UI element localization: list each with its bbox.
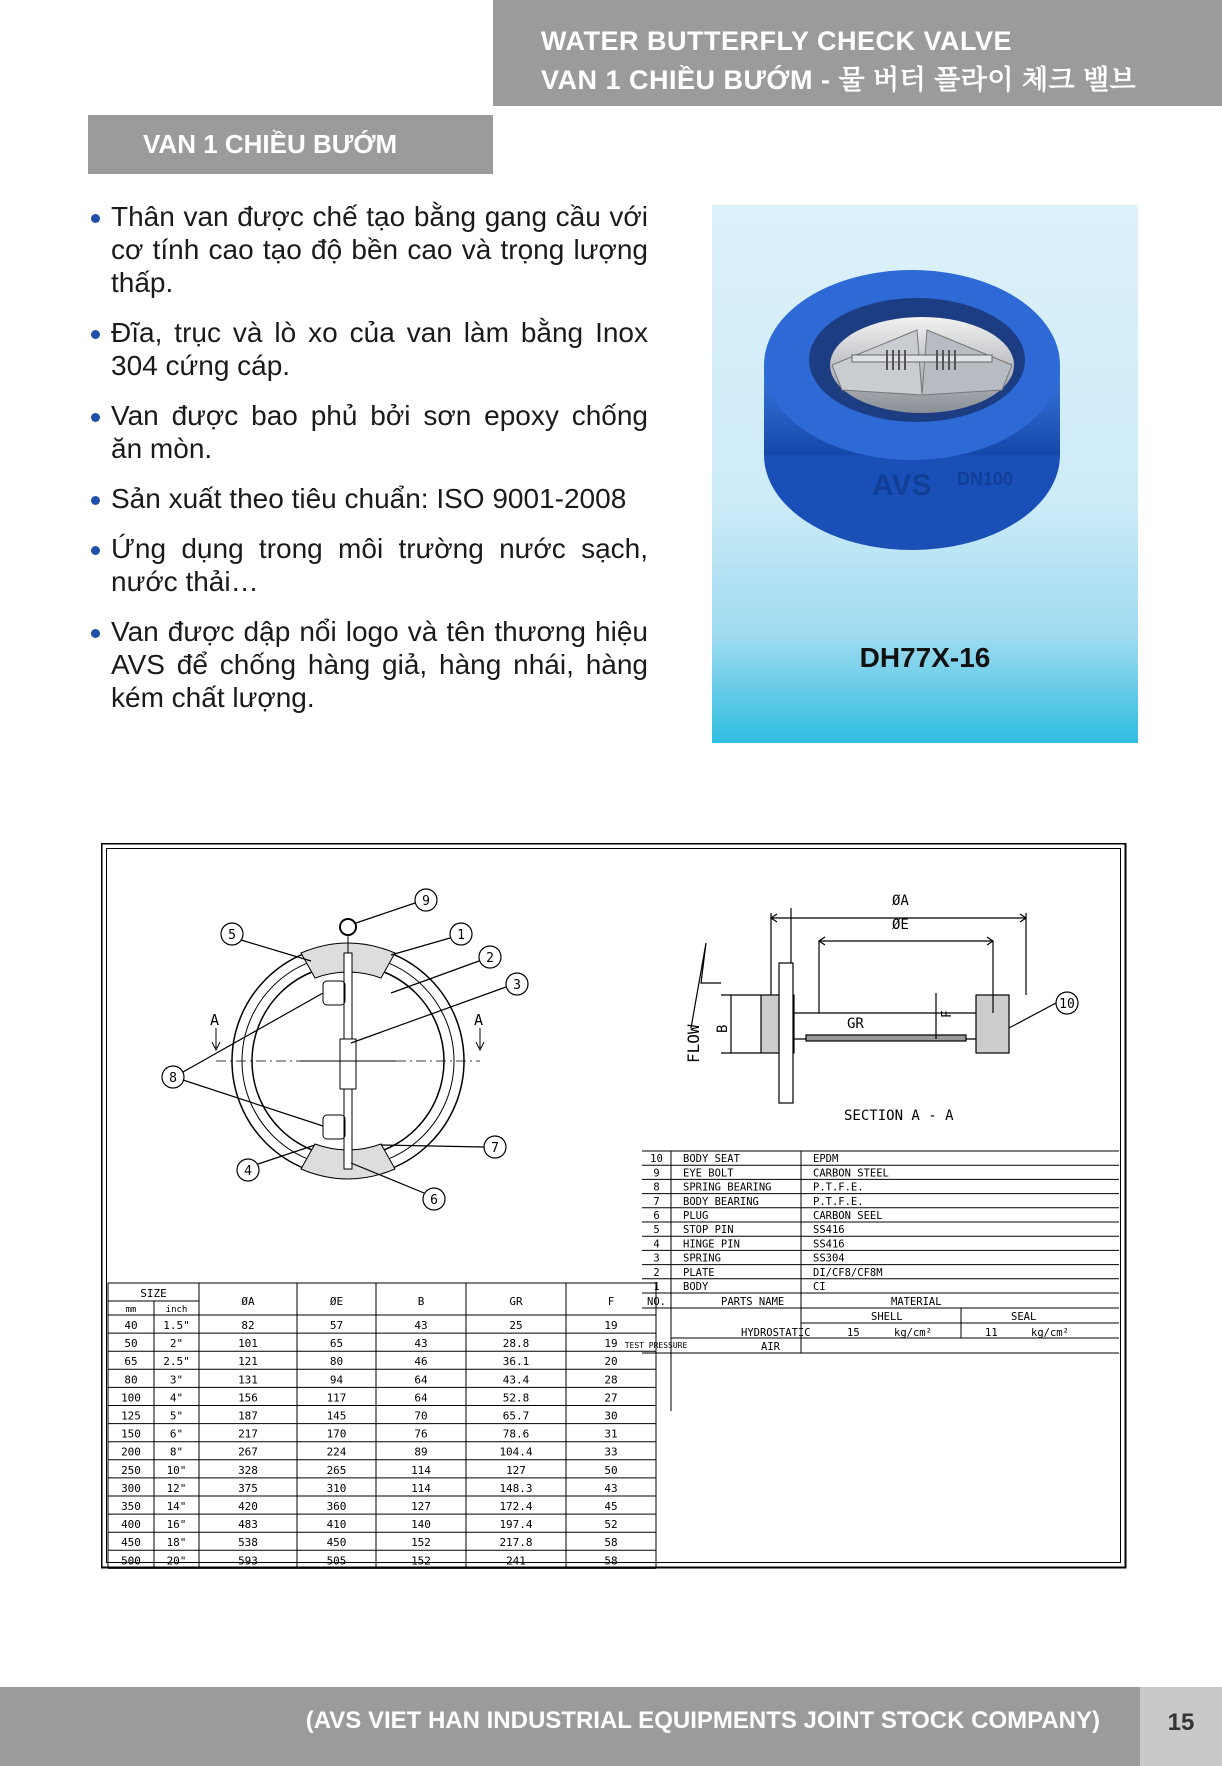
feature-item: Đĩa, trục và lò xo của van làm bằng Inox 304 cứng cáp.	[88, 316, 648, 382]
size-cell: 250	[121, 1463, 141, 1477]
size-cell: 8"	[169, 1445, 184, 1459]
size-cell: 104.4	[499, 1445, 533, 1459]
size-col-header: GR	[509, 1295, 523, 1308]
size-cell: 187	[238, 1409, 258, 1423]
size-cell: 127	[411, 1500, 431, 1513]
size-cell: 43	[414, 1319, 428, 1332]
part-material: SS416	[813, 1224, 845, 1237]
size-cell: 58	[604, 1554, 618, 1568]
part-name: PLUG	[683, 1210, 709, 1222]
size-cell: 117	[326, 1391, 347, 1405]
part-no: 7	[653, 1195, 660, 1208]
callout-8: 8	[169, 1071, 177, 1086]
size-cell: 58	[604, 1536, 618, 1550]
size-cell: 52	[604, 1518, 618, 1532]
size-cell: 140	[411, 1518, 431, 1532]
size-cell: 593	[238, 1554, 258, 1568]
technical-drawing	[101, 843, 1127, 1569]
size-col-header: F	[607, 1295, 615, 1308]
part-name: SPRING	[683, 1252, 721, 1265]
callout-4: 4	[244, 1164, 252, 1179]
flow-label: FLOW	[684, 1024, 703, 1063]
test-pressure-label: TEST PRESSURE	[624, 1341, 688, 1350]
part-no: 8	[653, 1181, 660, 1194]
size-cell: 30	[604, 1409, 618, 1423]
part-no: 1	[653, 1281, 660, 1293]
shell-value: 15	[847, 1327, 860, 1339]
size-cell: 12"	[166, 1481, 187, 1495]
callout-10: 10	[1059, 997, 1075, 1012]
size-cell: 420	[238, 1500, 258, 1513]
size-cell: 14"	[166, 1500, 187, 1513]
size-cell: 300	[121, 1481, 141, 1495]
dim-GR: GR	[847, 1016, 864, 1032]
size-cell: 45	[604, 1500, 618, 1513]
size-cell: 125	[121, 1409, 141, 1423]
section-title-tab	[88, 115, 493, 174]
size-cell: 28.8	[502, 1337, 530, 1351]
size-cell: 52.8	[502, 1391, 530, 1405]
size-cell: 10"	[166, 1463, 187, 1477]
page-number: 15	[1167, 1709, 1195, 1736]
section-title: VAN 1 CHIỀU BƯỚM	[143, 129, 398, 159]
dim-E: ØE	[892, 917, 909, 933]
feature-item: Ứng dụng trong môi trường nước sạch, nước thải…	[88, 532, 648, 598]
size-cell: 267	[238, 1445, 258, 1459]
part-material: SS304	[813, 1252, 845, 1265]
size-cell: 20"	[166, 1554, 187, 1568]
size-cell: 114	[411, 1463, 431, 1477]
part-material: P.T.F.E.	[813, 1195, 864, 1208]
section-mark-left: A	[210, 1011, 220, 1029]
callout-7: 7	[491, 1141, 499, 1156]
size-cell: 375	[238, 1481, 258, 1495]
size-cell: 131	[238, 1373, 258, 1387]
callout-5: 5	[228, 928, 236, 943]
size-cell: 538	[238, 1536, 258, 1550]
size-cell: 350	[121, 1500, 141, 1513]
part-material: CI	[813, 1281, 826, 1293]
size-cell: 100	[121, 1391, 141, 1405]
part-material: CARBON SEEL	[813, 1210, 883, 1222]
size-cell: 65	[124, 1355, 138, 1369]
size-cell: 483	[238, 1518, 258, 1532]
size-cell: 50	[604, 1463, 618, 1477]
size-cell: 400	[121, 1518, 141, 1532]
shell-unit: kg/cm²	[894, 1327, 932, 1339]
size-cell: 40	[124, 1319, 138, 1332]
size-cell: 4"	[169, 1391, 184, 1405]
dim-B: B	[715, 1024, 731, 1033]
seal-value: 11	[985, 1327, 998, 1339]
size-cell: 505	[326, 1554, 347, 1568]
body-marking: AVS	[872, 469, 932, 502]
size-cell: 28	[604, 1373, 618, 1387]
size-cell: 36.1	[502, 1355, 530, 1369]
size-cell: 78.6	[502, 1427, 530, 1441]
size-cell: 80	[329, 1355, 344, 1369]
footer-company: (AVS VIET HAN INDUSTRIAL EQUIPMENTS JOINT STOCK COMPANY)	[305, 1707, 1100, 1734]
parts-header-material: MATERIAL	[891, 1296, 942, 1308]
callout-1: 1	[457, 928, 465, 943]
part-no: 10	[650, 1153, 663, 1166]
size-cell: 6"	[169, 1427, 184, 1441]
size-cell: 217.8	[499, 1536, 533, 1550]
dim-A: ØA	[892, 893, 909, 909]
size-cell: 241	[506, 1554, 526, 1568]
size-cell: 2"	[169, 1337, 184, 1351]
section-mark-right: A	[474, 1011, 484, 1029]
body-marking-size: DN100	[957, 469, 1014, 489]
size-cell: 27	[604, 1391, 618, 1405]
size-cell: 265	[326, 1463, 347, 1477]
part-no: 6	[653, 1210, 660, 1222]
part-material: P.T.F.E.	[813, 1181, 864, 1194]
hydrostatic-label: HYDROSTATIC	[741, 1327, 811, 1339]
part-name: BODY SEAT	[683, 1153, 740, 1166]
size-cell: 152	[411, 1536, 431, 1550]
size-cell: 114	[411, 1481, 431, 1495]
size-cell: 89	[414, 1445, 428, 1459]
air-label: AIR	[761, 1341, 780, 1353]
size-cell: 145	[326, 1409, 347, 1423]
size-cell: 172.4	[499, 1500, 533, 1513]
size-cell: 450	[326, 1536, 347, 1550]
callout-9: 9	[422, 894, 430, 909]
part-name: SPRING BEARING	[683, 1181, 772, 1194]
size-cell: 360	[326, 1500, 347, 1513]
size-cell: 3"	[169, 1373, 184, 1387]
parts-header-no: NO.	[647, 1296, 666, 1308]
size-cell: 16"	[166, 1518, 187, 1532]
size-col-header: ØA	[241, 1295, 255, 1308]
size-cell: 224	[326, 1445, 347, 1459]
part-name: BODY	[683, 1281, 709, 1293]
size-cell: 217	[238, 1427, 258, 1441]
part-material: DI/CF8/CF8M	[813, 1266, 883, 1279]
size-cell: 64	[414, 1391, 428, 1405]
size-cell: 18"	[166, 1536, 187, 1550]
seal-label: SEAL	[1011, 1311, 1037, 1323]
part-material: EPDM	[813, 1153, 839, 1166]
feature-item: Van được dập nổi logo và tên thương hiệu AVS để chống hàng giả, hàng nhái, hàng kém chất lượng.	[88, 615, 648, 714]
size-cell: 25	[509, 1319, 523, 1332]
part-name: BODY BEARING	[683, 1195, 759, 1208]
unit-mm: mm	[125, 1305, 137, 1315]
callout-2: 2	[486, 951, 494, 966]
feature-item: Sản xuất theo tiêu chuẩn: ISO 9001-2008	[88, 482, 648, 515]
size-cell: 43.4	[502, 1373, 530, 1387]
part-name: EYE BOLT	[683, 1167, 734, 1180]
size-cell: 101	[238, 1337, 258, 1351]
size-cell: 46	[414, 1355, 428, 1369]
size-cell: 450	[121, 1536, 141, 1550]
size-cell: 82	[241, 1319, 255, 1332]
size-cell: 170	[326, 1427, 347, 1441]
size-cell: 410	[326, 1518, 347, 1532]
part-no: 9	[653, 1167, 660, 1180]
size-cell: 80	[124, 1373, 138, 1387]
size-cell: 121	[238, 1355, 258, 1369]
shell-label: SHELL	[871, 1311, 903, 1323]
size-cell: 148.3	[499, 1481, 533, 1495]
part-no: 3	[653, 1252, 660, 1265]
size-cell: 310	[326, 1481, 347, 1495]
product-model: DH77X-16	[859, 642, 991, 673]
unit-inch: inch	[165, 1305, 188, 1315]
header-title-vi-kr: VAN 1 CHIỀU BƯỚM - 물 버터 플라이 체크 밸브	[541, 65, 1137, 95]
size-cell: 76	[414, 1427, 428, 1441]
footer-band	[0, 1687, 1140, 1766]
size-cell: 43	[604, 1481, 618, 1495]
header-title-en: WATER BUTTERFLY CHECK VALVE	[541, 26, 1013, 56]
valve-illustration	[712, 205, 1138, 635]
feature-item: Van được bao phủ bởi sơn epoxy chống ăn mòn.	[88, 399, 648, 465]
size-cell: 94	[329, 1373, 344, 1387]
part-material: CARBON STEEL	[813, 1167, 889, 1180]
size-cell: 65	[329, 1337, 344, 1351]
part-name: STOP PIN	[683, 1224, 734, 1237]
part-no: 5	[653, 1224, 660, 1237]
size-cell: 50	[124, 1337, 138, 1351]
part-name: HINGE PIN	[683, 1238, 740, 1251]
seal-unit: kg/cm²	[1031, 1327, 1069, 1339]
size-cell: 500	[121, 1554, 141, 1568]
feature-item: Thân van được chế tạo bằng gang cầu với cơ tính cao tạo độ bền cao và trọng lượng thấp.	[88, 200, 648, 299]
size-cell: 19	[604, 1319, 618, 1332]
size-cell: 197.4	[499, 1518, 533, 1532]
size-cell: 19	[604, 1337, 618, 1351]
size-cell: 1.5"	[163, 1319, 190, 1332]
size-cell: 156	[238, 1391, 258, 1405]
part-material: SS416	[813, 1238, 845, 1251]
size-cell: 65.7	[502, 1409, 530, 1423]
size-cell: 127	[506, 1463, 526, 1477]
page-number-box	[1140, 1687, 1222, 1766]
size-cell: 2.5"	[163, 1355, 190, 1369]
section-caption: SECTION A - A	[844, 1108, 954, 1124]
size-cell: 33	[604, 1445, 618, 1459]
callout-6: 6	[430, 1193, 438, 1208]
size-cell: 20	[604, 1355, 618, 1369]
size-cell: 31	[604, 1427, 618, 1441]
size-cell: 5"	[169, 1409, 184, 1423]
size-col-header: B	[417, 1295, 425, 1308]
product-photo	[712, 205, 1138, 743]
part-name: PLATE	[683, 1266, 715, 1279]
size-cell: 150	[121, 1427, 141, 1441]
size-col-header: ØE	[329, 1295, 344, 1308]
size-cell: 43	[414, 1337, 428, 1351]
parts-header-name: PARTS NAME	[721, 1296, 785, 1308]
size-cell: 152	[411, 1554, 431, 1568]
size-cell: 328	[238, 1463, 258, 1477]
size-cell: 64	[414, 1373, 428, 1387]
size-cell: 57	[329, 1319, 344, 1332]
size-cell: 70	[414, 1409, 428, 1423]
dim-F: F	[940, 1010, 955, 1018]
part-no: 4	[653, 1238, 660, 1251]
feature-list	[88, 200, 648, 731]
part-no: 2	[653, 1266, 660, 1279]
size-cell: 200	[121, 1445, 141, 1459]
size-header: SIZE	[140, 1287, 167, 1300]
callout-3: 3	[513, 978, 521, 993]
